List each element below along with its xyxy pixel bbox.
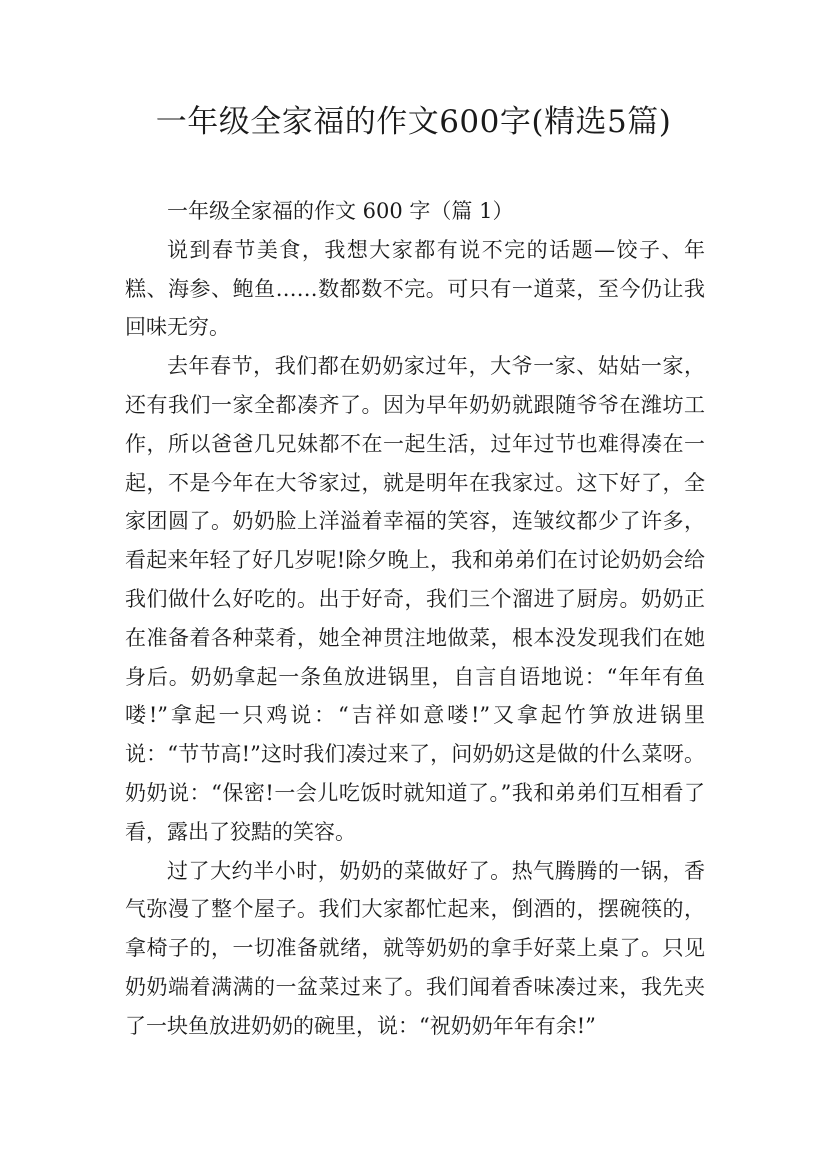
paragraph-1: 说到春节美食，我想大家都有说不完的话题—饺子、年糕、海参、鲍鱼……数都数不完。可只有一道菜，至今仍让我回味无穷。 — [125, 237, 705, 340]
paragraph-3: 过了大约半小时，奶奶的菜做好了。热气腾腾的一锅，香气弥漫了整个屋子。我们大家都忙起来，倒酒的，摆碗筷的，拿椅子的，一切准备就绪，就等奶奶的拿手好菜上桌了。只见奶奶端着满满的一盆菜过来了。我们闻着香味凑过来，我先夹了一块鱼放进奶奶的碗里，说：“祝奶奶年年有余!” — [125, 858, 705, 1038]
paragraph-2: 去年春节，我们都在奶奶家过年，大爷一家、姑姑一家，还有我们一家全都凑齐了。因为早年奶奶就跟随爷爷在潍坊工作，所以爸爸几兄妹都不在一起生活，过年过节也难得凑在一起，不是今年在大爷家过，就是明年在我家过。这下好了，全家团圆了。奶奶脸上洋溢着幸福的笑容，连皱纹都少了许多，看起来年轻了好几岁呢!除夕晚上，我和弟弟们在讨论奶奶会给我们做什么好吃的。出于好奇，我们三个溜进了厨房。奶奶正在准备着各种菜肴，她全神贯注地做菜，根本没发现我们在她身后。奶奶拿起一条鱼放进锅里，自言自语地说：“年年有鱼喽!”拿起一只鸡说：“吉祥如意喽!”又拿起竹笋放进锅里说：“节节高!”这时我们凑过来了，问奶奶这是做的什么菜呀。奶奶说：“保密!一会儿吃饭时就知道了。”我和弟弟们互相看了看，露出了狡黠的笑容。 — [125, 354, 705, 844]
document-body — [125, 192, 705, 1046]
section-heading: 一年级全家福的作文 600 字（篇 1） — [167, 199, 514, 223]
document-title: 一年级全家福的作文600字(精选5篇) — [155, 104, 672, 140]
